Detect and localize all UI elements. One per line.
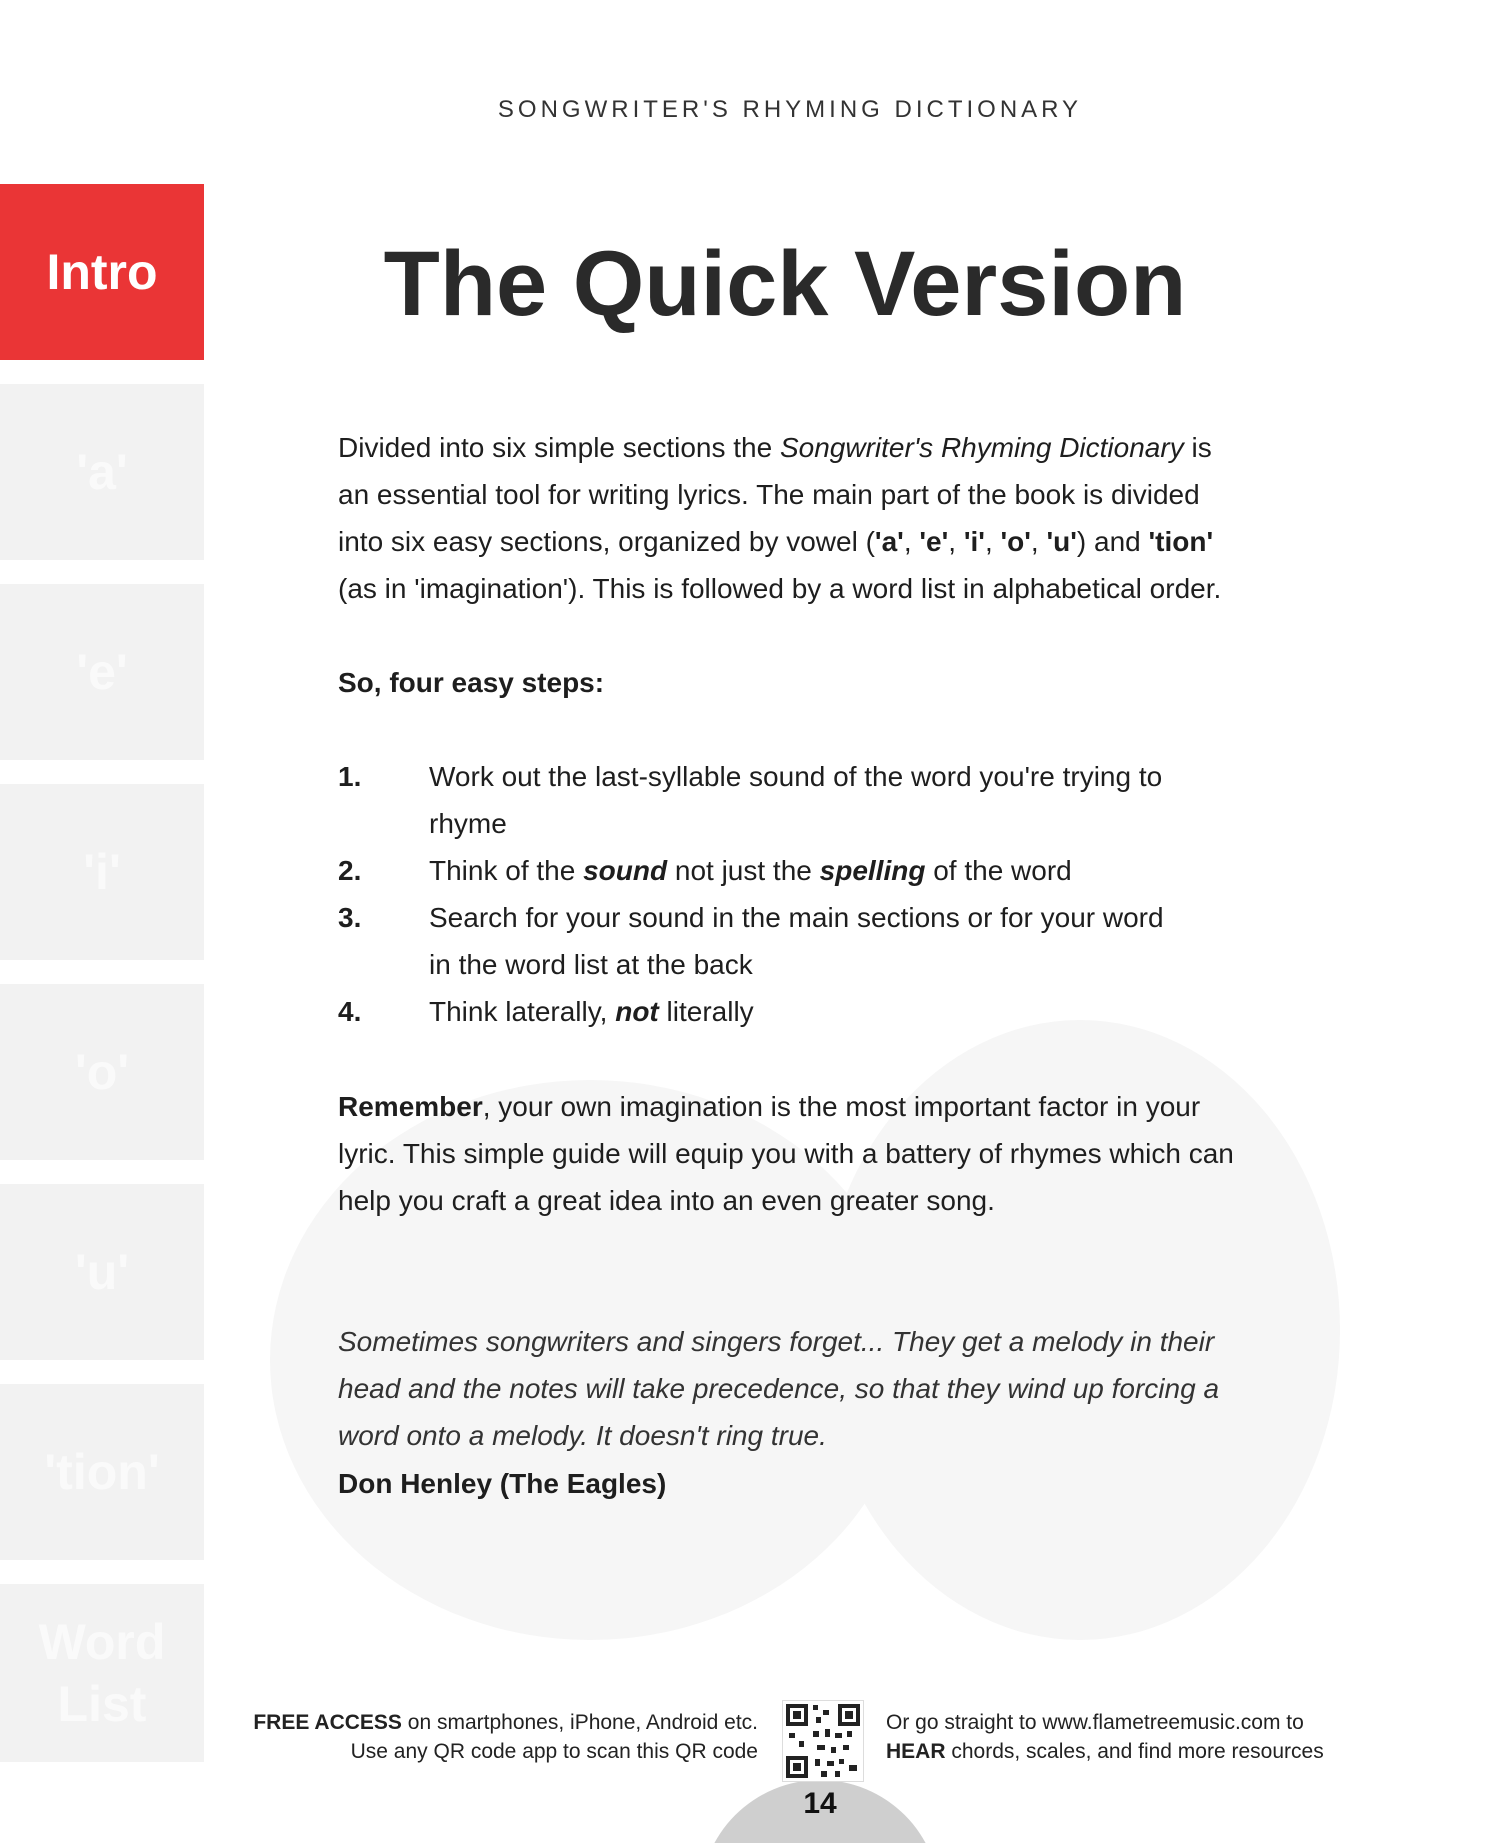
qr-code[interactable] — [782, 1700, 864, 1782]
intro-paragraph — [338, 424, 1243, 612]
page-title: The Quick Version — [383, 233, 1187, 335]
remember-lead: Remember — [338, 1091, 483, 1122]
list-item — [338, 753, 1243, 847]
list-item — [338, 847, 1243, 894]
step-text: Work out the last-syllable sound of the word you're trying to rhyme — [429, 761, 1163, 839]
step-number: 2. — [338, 855, 362, 886]
footer-text: Use any QR code app to scan this QR code — [350, 1740, 758, 1763]
intro-text: ) and — [1076, 526, 1149, 557]
step-text-part: of the word — [925, 855, 1072, 886]
tab-intro[interactable]: Intro — [0, 184, 204, 360]
footer-website — [886, 1708, 1386, 1766]
tab-tion[interactable]: 'tion' — [0, 1384, 204, 1560]
step-number: 3. — [338, 902, 362, 933]
separator: , — [903, 526, 920, 557]
qr-code-icon — [783, 1701, 863, 1781]
tab-e[interactable]: 'e' — [0, 584, 204, 760]
free-access-label: FREE ACCESS — [253, 1711, 402, 1734]
vowel-tion: 'tion' — [1148, 526, 1214, 557]
emphasis: sound — [583, 855, 668, 886]
tab-word-list[interactable]: Word List — [0, 1584, 204, 1762]
tab-o[interactable]: 'o' — [0, 984, 204, 1160]
step-number: 4. — [338, 996, 362, 1027]
separator: , — [948, 526, 964, 557]
tab-u[interactable]: 'u' — [0, 1184, 204, 1360]
footer-text: Or go straight to www.flametreemusic.com to — [886, 1711, 1304, 1734]
intro-text: Divided into six simple sections the — [338, 432, 780, 463]
separator: , — [1030, 526, 1047, 557]
footer-text: chords, scales, and find more resources — [945, 1740, 1324, 1763]
vowel-o: 'o' — [1000, 526, 1031, 557]
tab-a[interactable]: 'a' — [0, 384, 204, 560]
vowel-a: 'a' — [874, 526, 904, 557]
intro-text: (as in 'imagination'). This is followed by a word list in alphabetical order. — [338, 573, 1222, 604]
hear-label: HEAR — [886, 1740, 946, 1763]
steps-list — [338, 753, 1243, 1035]
list-item — [338, 894, 1243, 988]
footer-free-access — [200, 1708, 758, 1766]
vowel-e: 'e' — [919, 526, 949, 557]
remember-text: , your own imagination is the most important factor in your lyric. This simple guide will equip you with a battery of rhymes which can help you craft a great idea into an even greater song. — [338, 1091, 1234, 1216]
list-item — [338, 988, 1243, 1035]
remember-paragraph — [338, 1083, 1243, 1224]
steps-heading: So, four easy steps: — [338, 667, 605, 698]
emphasis: spelling — [819, 855, 926, 886]
step-text-part: Think of the — [429, 855, 584, 886]
vowel-u: 'u' — [1046, 526, 1077, 557]
running-head: SONGWRITER'S RHYMING DICTIONARY — [497, 96, 1083, 123]
intro-text: is an essential tool for writing lyrics. The main part of the book is divided into six easy sections, organized by vowel ( — [338, 432, 1212, 557]
tab-i[interactable]: 'i' — [0, 784, 204, 960]
step-text-part: not just the — [667, 855, 820, 886]
separator: , — [984, 526, 1001, 557]
step-text-part: Think laterally, — [429, 996, 616, 1027]
book-title: Songwriter's Rhyming Dictionary — [779, 432, 1184, 463]
vowel-i: 'i' — [963, 526, 985, 557]
page-number: 14 — [803, 1787, 837, 1820]
step-number: 1. — [338, 761, 362, 792]
step-text: Search for your sound in the main sections or for your word in the word list at the back — [429, 902, 1164, 980]
quote: Sometimes songwriters and singers forget... They get a melody in their head and the notes will take precedence, so that they wind up forcing a word onto a melody. It doesn't ring true. — [338, 1326, 1220, 1451]
step-text — [429, 847, 1169, 894]
emphasis: not — [615, 996, 659, 1027]
step-text — [429, 988, 1169, 1035]
quote-attribution: Don Henley (The Eagles) — [338, 1468, 667, 1499]
footer-text: on smartphones, iPhone, Android etc. — [401, 1711, 758, 1734]
step-text-part: literally — [658, 996, 754, 1027]
